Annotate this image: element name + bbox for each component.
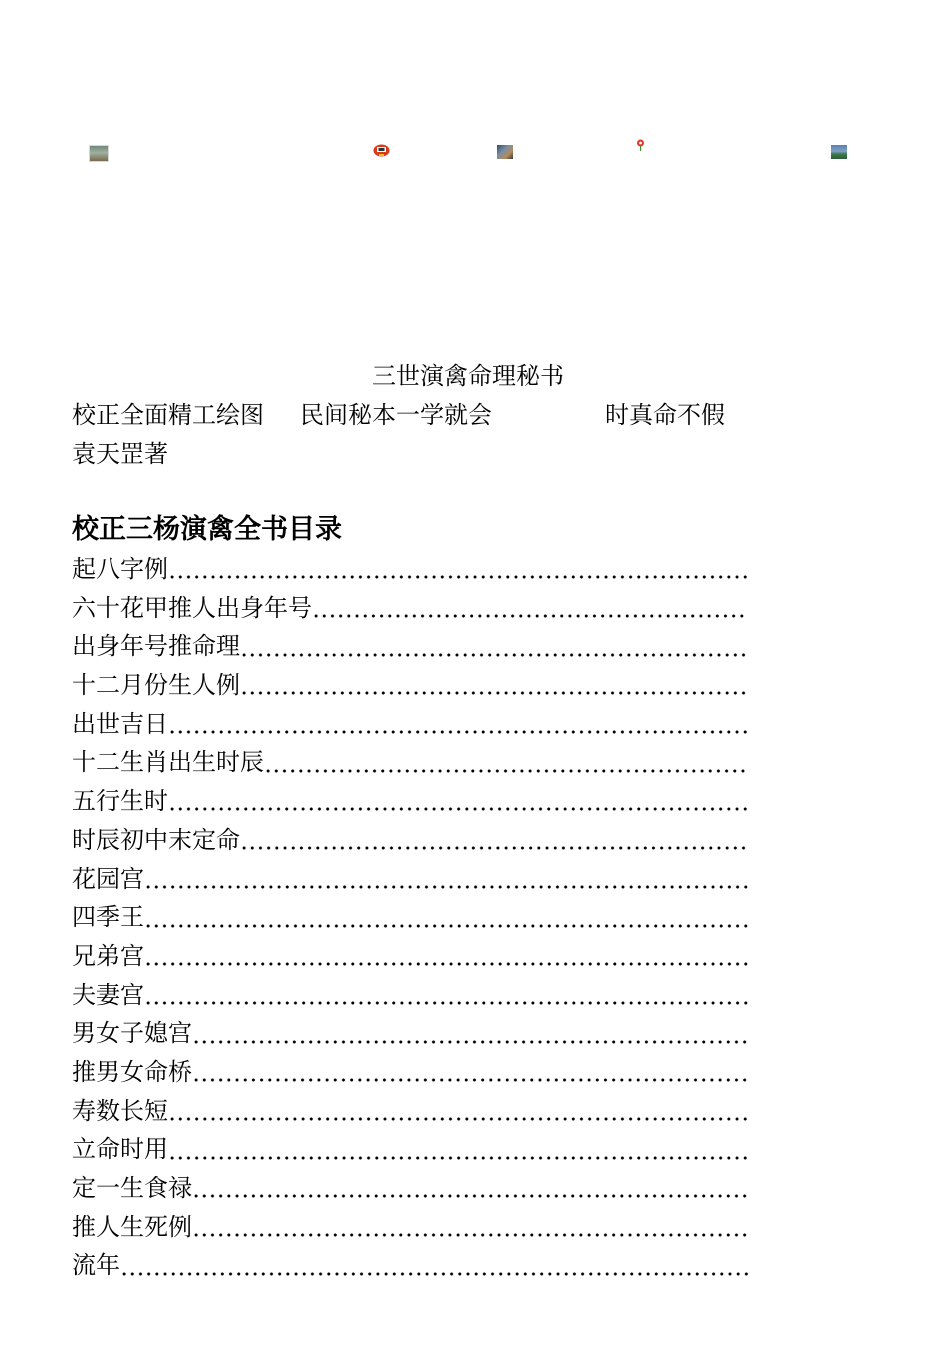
toc-entry — [72, 1211, 748, 1250]
toc-entry-label: 花园宫 — [72, 864, 144, 893]
dot-leader — [168, 575, 748, 579]
dot-leader — [240, 691, 748, 695]
dot-leader — [120, 1272, 748, 1276]
toc-entry-label: 流年 — [72, 1251, 120, 1280]
subtitle-part-3: 时真命不假 — [605, 401, 725, 429]
toc-entry-label: 出身年号推命理 — [72, 632, 240, 661]
dot-leader — [192, 1233, 748, 1237]
subtitle-part-1: 校正全面精工绘图 — [72, 401, 264, 429]
dot-leader — [144, 1001, 748, 1005]
document-title: 三世演禽命理秘书 — [372, 362, 564, 390]
toc-entry-label: 六十花甲推人出身年号 — [72, 593, 312, 622]
dot-leader — [168, 1156, 748, 1160]
toc-entry — [72, 1056, 748, 1095]
dot-leader — [168, 807, 748, 811]
dot-leader — [192, 1194, 748, 1198]
toc-entry — [72, 630, 748, 669]
toc-entry — [72, 940, 748, 979]
toc-entry-label: 出世吉日 — [72, 709, 168, 738]
toc-entry-label: 夫妻宫 — [72, 980, 144, 1009]
sky-landscape-icon — [831, 145, 847, 159]
dot-leader — [264, 769, 748, 773]
dot-leader — [168, 730, 748, 734]
toc-entry — [72, 901, 748, 940]
toc-entry — [72, 1017, 748, 1056]
dot-leader — [240, 653, 748, 657]
toc-entry — [72, 592, 748, 631]
toc-entry-label: 男女子媳宫 — [72, 1019, 192, 1048]
toc-entry-label: 定一生食禄 — [72, 1174, 192, 1202]
toc-entry — [72, 1249, 748, 1288]
dot-leader — [240, 846, 748, 850]
dot-leader — [192, 1078, 748, 1082]
toc-entry — [72, 1095, 748, 1134]
dot-leader — [144, 924, 748, 928]
toc-entry — [72, 979, 748, 1018]
toc-entry — [72, 746, 748, 785]
toc-entry — [72, 669, 748, 708]
toc-entry-label: 兄弟宫 — [72, 941, 144, 970]
toc-entry-label: 起八字例 — [72, 555, 168, 583]
toc-entry — [72, 708, 748, 747]
toc-entry-label: 四季王 — [72, 903, 144, 932]
toc-entry-label: 立命时用 — [72, 1135, 168, 1164]
table-of-contents — [72, 553, 748, 1288]
toc-entry-label: 十二月份生人例 — [72, 671, 240, 700]
toc-entry-label: 十二生肖出生时辰 — [72, 748, 264, 777]
toc-entry — [72, 1133, 748, 1172]
subtitle-part-2: 民间秘本一学就会 — [300, 401, 492, 429]
toc-entry-label: 时辰初中末定命 — [72, 825, 240, 854]
author-line: 袁天罡著 — [72, 440, 168, 468]
toc-entry — [72, 863, 748, 902]
dot-leader — [144, 962, 748, 966]
toc-entry — [72, 1172, 748, 1211]
toc-entry — [72, 785, 748, 824]
dot-leader — [168, 1117, 748, 1121]
toc-entry-label: 五行生时 — [72, 787, 168, 816]
dot-leader — [312, 614, 748, 618]
toc-heading: 校正三杨演禽全书目录 — [72, 514, 342, 545]
landscape-image-icon — [89, 145, 109, 162]
toc-entry-label: 寿数长短 — [72, 1096, 168, 1125]
mountain-photo-icon — [497, 145, 513, 159]
toc-entry — [72, 553, 748, 592]
dot-leader — [192, 1040, 748, 1044]
toc-entry-label: 推人生死例 — [72, 1212, 192, 1241]
clock-icon — [373, 143, 390, 157]
toc-entry-label: 推男女命桥 — [72, 1057, 192, 1086]
flower-icon — [635, 139, 646, 151]
toc-entry — [72, 824, 748, 863]
dot-leader — [144, 885, 748, 889]
